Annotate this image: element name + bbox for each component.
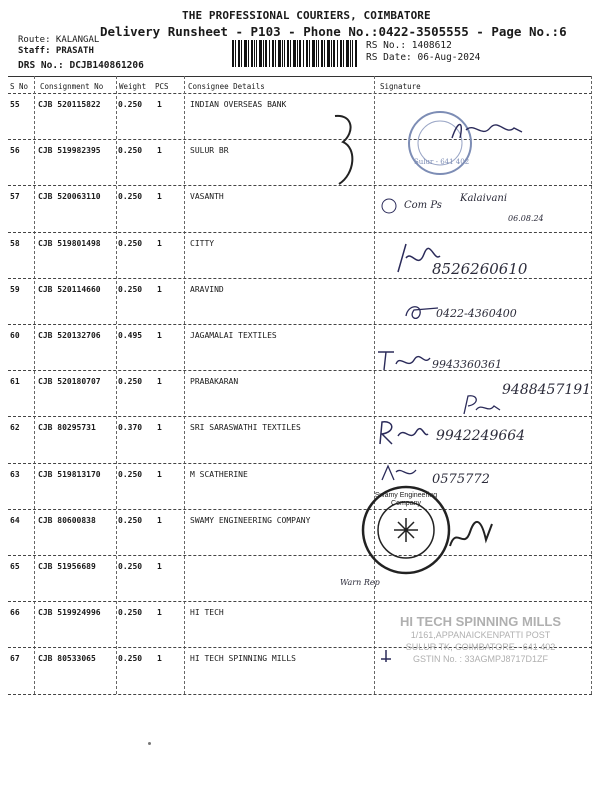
row-divider [8,185,592,186]
handwriting-r63-number: 0575772 [432,472,490,487]
col-header-weight: Weight [119,82,147,91]
row-pcs: 1 [157,608,162,618]
row-divider [8,509,592,510]
handwriting-r57-note: Com Ps [404,200,442,211]
row-consignment: CJB 520180707 [38,377,101,387]
row-weight: 0.250 [118,238,143,248]
handwriting-r65-note: Warn Rep [340,578,380,587]
handwriting-r57-date: 06.08.24 [508,214,544,223]
row-consignee: VASANTH [190,192,224,202]
hitech-stamp-line3: SULUR TK, COIMBATORE - 641 402 [405,642,556,652]
signature-62 [374,418,430,448]
row-consignment: CJB 519982395 [38,146,101,156]
row-pcs: 1 [157,562,162,571]
row-divider [8,370,592,371]
row-consignment: CJB 519801498 [38,238,101,248]
drs-number: DRS No.: DCJB140861206 [18,60,144,71]
row-consignment: CJB 520115822 [38,100,101,109]
row-consignee: PRABAKARAN [190,377,239,387]
hitech-stamp-line1: HI TECH SPINNING MILLS [399,614,562,629]
row-divider [8,694,592,695]
row-sno: 61 [10,377,20,387]
row-divider [8,555,592,556]
row-divider [8,232,592,233]
row-consignee: SRI SARASWATHI TEXTILES [190,423,301,433]
row-weight: 0.495 [118,331,143,340]
row-pcs: 1 [157,469,162,479]
header-divider [8,93,592,94]
signature-63 [378,462,418,484]
row-weight: 0.370 [118,423,143,433]
row-consignee: SWAMY ENGINEERING COMPANY [190,515,311,525]
row-consignee: CITTY [190,238,215,248]
signature-60 [374,346,434,374]
hitech-stamp-line4: GSTIN No. : 33AGMPJ8717D1ZF [412,654,549,664]
row-divider [8,324,592,325]
hitech-stamp-line2: 1/161,APPANAICKENPATTI POST [410,630,551,640]
signature-55 [448,116,528,146]
row-weight: 0.250 [118,469,143,479]
row-sno: 67 [10,654,20,664]
rs-date: RS Date: 06-Aug-2024 [366,52,481,63]
staff-label: Staff: PRASATH [18,46,94,56]
barcode [232,40,357,67]
row-weight: 0.250 [118,192,143,202]
col-header-consignee: Consignee Details [188,82,265,91]
row-sno: 57 [10,192,20,202]
row-consignment: CJB 519813170 [38,469,101,479]
row-consignment: CJB 80295731 [38,423,96,433]
handwriting-r58-phone: 8526260610 [432,260,528,278]
row-sno: 63 [10,469,20,479]
hitech-stamp [378,612,583,684]
row-weight: 0.250 [118,284,143,294]
row-sno: 59 [10,284,20,294]
row-consignee: HI TECH [190,608,224,618]
table-top-border [8,76,592,77]
row-sno: 62 [10,423,20,433]
row-consignee: ARAVIND [190,284,224,294]
row-pcs: 1 [157,423,162,433]
row-pcs: 1 [157,654,162,664]
circled-number-icon [380,197,398,215]
signature-61 [458,392,502,418]
row-consignee: M SCATHERINE [190,469,248,479]
handwriting-r60-phone: 9943360361 [432,358,502,371]
row-consignment: CJB 80533065 [38,654,96,664]
swamy-seal-text: Swamy Engineering Company [374,492,438,507]
bank-seal-text: Sulur - 641 402 [414,158,470,166]
row-sno: 56 [10,146,20,156]
row-consignee: JAGAMALAI TEXTILES [190,331,277,340]
row-consignee: INDIAN OVERSEAS BANK [190,100,287,109]
row-weight: 0.250 [118,562,143,571]
row-consignment: CJB 80600838 [38,515,96,525]
row-consignment: CJB 520114660 [38,284,101,294]
company-title: THE PROFESSIONAL COURIERS, COIMBATORE [182,9,431,22]
row-weight: 0.250 [118,377,143,387]
row-sno: 60 [10,331,20,340]
row-consignment: CJB 520063110 [38,192,101,202]
rs-number: RS No.: 1408612 [366,40,452,51]
row-consignee: SULUR BR [190,146,229,156]
route-label: Route: KALANGAL [18,35,100,45]
row-weight: 0.250 [118,100,143,109]
row-pcs: 1 [157,146,162,156]
handwriting-r57-name: Kalaivani [460,193,508,204]
brace-mark-icon [325,108,365,190]
runsheet-title: Delivery Runsheet - P103 - Phone No.:0422-3505555 - Page No.:6 [100,24,567,39]
handwriting-r59-phone: 0422-4360400 [436,307,517,320]
col-header-sno: S No [10,82,29,91]
handwriting-r61-phone: 9488457191 [502,382,592,398]
row-pcs: 1 [157,377,162,387]
row-sno: 55 [10,100,20,109]
row-sno: 64 [10,515,20,525]
signature-64 [446,516,496,556]
row-pcs: 1 [157,515,162,525]
row-consignment: CJB 51956689 [38,562,96,571]
handwriting-r62-phone: 9942249664 [436,428,526,444]
row-weight: 0.250 [118,146,143,156]
row-weight: 0.250 [118,608,143,618]
row-sno: 58 [10,238,20,248]
col-header-signature: Signature [380,82,421,91]
row-pcs: 1 [157,100,162,109]
row-divider [8,601,592,602]
row-pcs: 1 [157,238,162,248]
col-header-consignment: Consignment No [40,82,104,91]
row-pcs: 1 [157,331,162,340]
col-header-pcs: PCS [155,82,169,91]
row-sno: 65 [10,562,20,571]
row-weight: 0.250 [118,654,143,664]
row-consignee: HI TECH SPINNING MILLS [190,654,296,664]
row-consignment: CJB 519924996 [38,608,101,618]
row-weight: 0.250 [118,515,143,525]
row-divider [8,278,592,279]
page-mark [148,742,151,745]
signature-67 [378,648,394,664]
row-divider [8,416,592,417]
row-divider [8,463,592,464]
row-sno: 66 [10,608,20,618]
row-consignment: CJB 520132706 [38,331,101,340]
row-pcs: 1 [157,284,162,294]
row-pcs: 1 [157,192,162,202]
